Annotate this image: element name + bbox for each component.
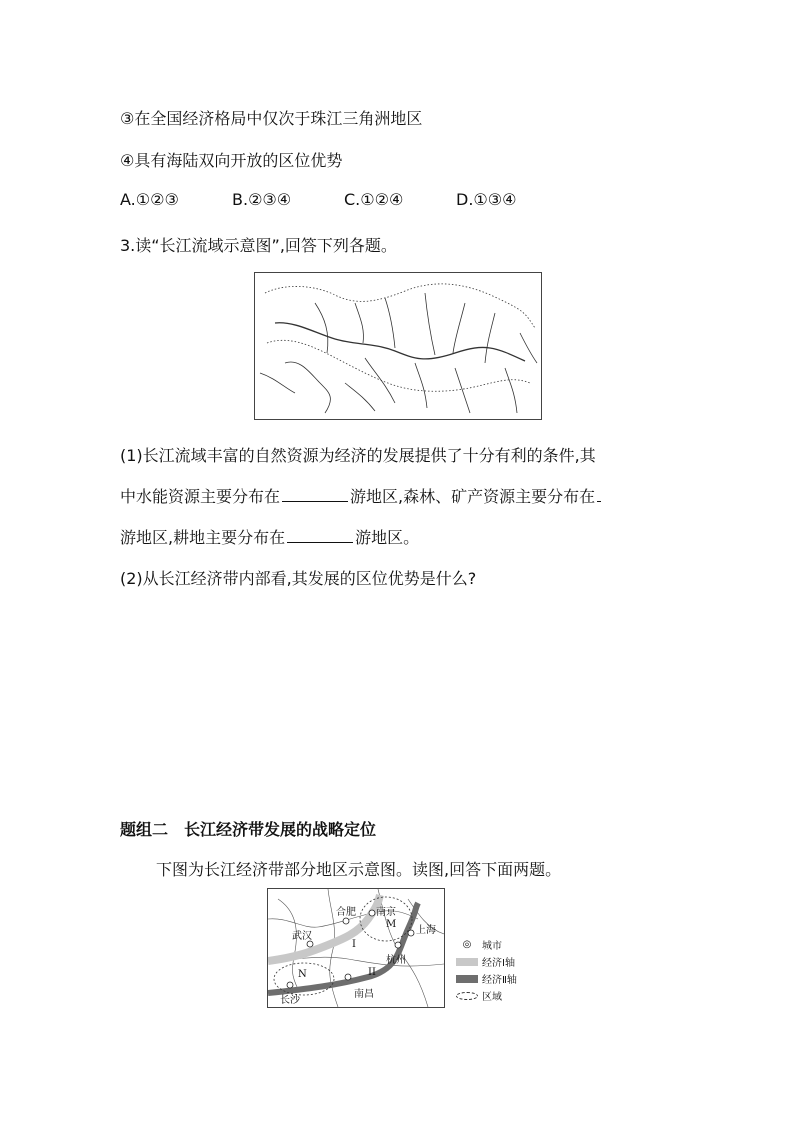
legend-axis-1 bbox=[456, 953, 517, 970]
q3-part1-text-c: 游地区,耕地主要分布在 bbox=[120, 528, 286, 547]
label-n: N bbox=[298, 969, 307, 980]
legend-city-label: 城市 bbox=[482, 941, 502, 952]
q3-part1-line2 bbox=[120, 484, 603, 507]
q3-stem: 3.读“长江流域示意图”,回答下列各题。 bbox=[120, 236, 397, 255]
economic-belt-map bbox=[267, 888, 445, 1008]
label-axis-2: II bbox=[368, 967, 376, 978]
choice-a[interactable]: A.①②③ bbox=[120, 190, 179, 209]
legend-axis-1-label: 经济Ⅰ轴 bbox=[482, 958, 515, 969]
legend-axis-2-label: 经济Ⅱ轴 bbox=[482, 975, 517, 986]
basin-map-drawing bbox=[255, 273, 541, 419]
q3-part1-text-d: 游地区。 bbox=[355, 528, 420, 547]
city-shanghai: 上海 bbox=[416, 925, 436, 936]
q3-part2: (2)从长江经济带内部看,其发展的区位优势是什么? bbox=[120, 569, 477, 588]
yangtze-basin-map bbox=[254, 272, 542, 420]
label-axis-1: I bbox=[352, 939, 356, 950]
blank-farmland[interactable] bbox=[287, 528, 353, 543]
city-nanjing: 南京 bbox=[376, 907, 396, 918]
city-hangzhou: 杭州 bbox=[386, 955, 406, 966]
label-m: M bbox=[386, 919, 397, 930]
city-icon: ◎ bbox=[462, 939, 472, 950]
legend-axis-2 bbox=[456, 970, 517, 987]
city-nanchang: 南昌 bbox=[354, 989, 374, 1000]
blank-forest[interactable] bbox=[597, 487, 601, 502]
legend-city bbox=[456, 936, 517, 953]
city-changsha: 长沙 bbox=[280, 995, 300, 1006]
q3-part1-text-b: 游地区,森林、矿产资源主要分布在 bbox=[350, 487, 596, 506]
q3-part1-line1: (1)长江流域丰富的自然资源为经济的发展提供了十分有利的条件,其 bbox=[120, 446, 596, 465]
option-4: ④具有海陆双向开放的区位优势 bbox=[120, 151, 343, 170]
option-3: ③在全国经济格局中仅次于珠江三角洲地区 bbox=[120, 109, 423, 128]
q3-part1-text-a: 中水能资源主要分布在 bbox=[120, 487, 281, 506]
q3-part1-line3 bbox=[120, 525, 419, 548]
choice-c[interactable]: C.①②④ bbox=[344, 190, 404, 209]
group2-intro: 下图为长江经济带部分地区示意图。读图,回答下面两题。 bbox=[156, 860, 562, 879]
blank-hydropower[interactable] bbox=[282, 487, 348, 502]
answer-choices bbox=[120, 190, 516, 209]
choice-d[interactable]: D.①③④ bbox=[456, 190, 517, 209]
axis-2-swatch bbox=[456, 975, 478, 983]
map-legend bbox=[456, 936, 517, 1004]
legend-region bbox=[456, 987, 517, 1004]
legend-region-label: 区域 bbox=[482, 992, 502, 1003]
region-icon bbox=[456, 992, 478, 1000]
city-wuhan: 武汉 bbox=[292, 931, 312, 942]
group2-heading: 题组二 长江经济带发展的战略定位 bbox=[120, 820, 377, 839]
choice-b[interactable]: B.②③④ bbox=[232, 190, 292, 209]
axis-1-swatch bbox=[456, 958, 478, 966]
city-hefei: 合肥 bbox=[336, 907, 356, 918]
